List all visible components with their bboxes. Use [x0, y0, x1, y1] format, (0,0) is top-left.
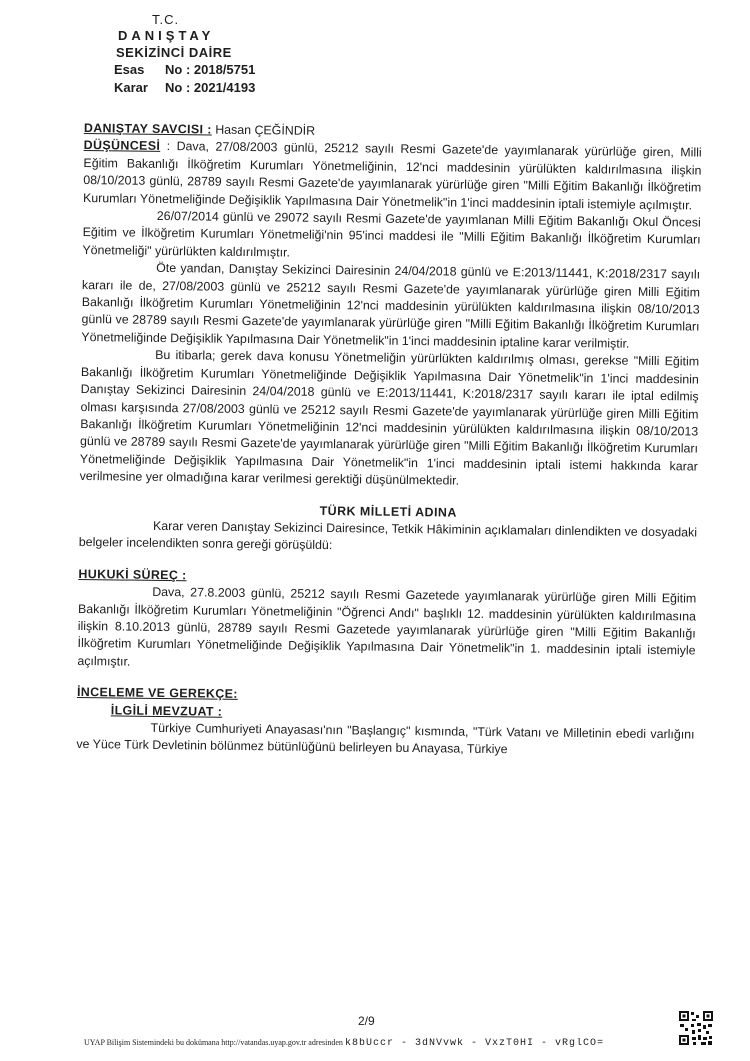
esas-label: Esas: [114, 62, 145, 77]
header-chamber: SEKİZİNCİ DAİRE: [116, 45, 232, 60]
ilgili-mevzuat-title: İLGİLİ MEVZUAT :: [110, 702, 223, 719]
hukuki-surec-text: Dava, 27.8.2003 günlü, 25212 sayılı Resmi Gazetede yayımlanarak yürürlüğe giren Milli Eğitim Bakanlığı İlköğretim Kurumları Yönetmeliğinin "Öğrenci Andı" başlıklı 12. maddesinin yürülükten kaldırılmasına ilişkin 8.10.2013 günlü, 28789 sayılı Resmi Gazetede yayımlanarak yürürlüğe giren "Milli Eğitim Bakanlığı İlköğretim Kurumları Yönetmeliğinde Değişiklik Yapılmasına Dair Yönetmelik"in 1. maddesinin iptali istemiyle açılmıştır.: [77, 585, 697, 669]
header-tc: T.C.: [152, 12, 180, 27]
inceleme-title: İNCELEME VE GEREKÇE:: [76, 685, 238, 702]
header-court: DANIŞTAY: [118, 28, 215, 43]
savci-label: DANIŞTAY SAVCISI :: [83, 120, 212, 137]
dusunce-text-1: : Dava, 27/08/2003 günlü, 25212 sayılı Resmi Gazete'de yayımlanarak yürürlüğe giren, Milli Eğitim Bakanlığı İlköğretim Kurumları Yönetmeliğinin, 12'nci maddesinin yürülükten kaldırılmasına ilişkin 08/10/2013 günlü, 28789 sayılı Resmi Gazete'de yayımlanarak yürürlüğe giren "Milli Eğitim Bakanlığı İlköğretim Kurumları Yönetmeliğinde Değişiklik Yapılmasına Dair Yönetmelik"in 1'inci maddesinin iptali istemiyle açılmıştır.: [82, 139, 702, 213]
dusunce-label: DÜŞÜNCESİ: [83, 138, 161, 154]
footer: [84, 1038, 684, 1049]
dusunce-paragraph-2: 26/07/2014 günlü ve 29072 sayılı Resmi Gazete'de yayımlanan Milli Eğitim Bakanlığı Okul Öncesi Eğitim ve İlköğretim Kurumları Yönetmeliği'nin 95'inci maddesi ile "Milli Eğitim Bakanlığı İlköğretim Kurumları Yönetmeliği" yürürlükten kaldırılmıştır.: [82, 208, 701, 260]
turk-milleti-title: TÜRK MİLLETİ ADINA: [319, 503, 457, 520]
header-karar: [114, 80, 255, 96]
page-number: 2/9: [358, 1014, 375, 1028]
inceleme-text: Türkiye Cumhuriyeti Anayasası'nın "Başlangıç" kısmında, "Türk Vatanı ve Milletinin ebedi varlığını ve Yüce Türk Devletinin bölünmez bütünlüğünü belirleyen bu Anayasa, Türkiye: [76, 720, 695, 757]
turk-milleti-text: Karar veren Danıştay Sekizinci Dairesince, Tetkik Hâkiminin açıklamaları dinlendikten ve dosyadaki belgeler incelendikten sonra gereği görüşüldü:: [78, 518, 698, 553]
hukuki-surec-title: HUKUKİ SÜREÇ :: [78, 566, 187, 583]
footer-text: UYAP Bilişim Sistemindeki bu dokümana http://vatandas.uyap.gov.tr adresinden: [84, 1038, 343, 1047]
dusunce-paragraph-4: Bu itibarla; gerek dava konusu Yönetmeliğin yürürlükten kaldırılmış olması, gerekse "Milli Eğitim Bakanlığı İlköğretim Kurumları Yönetmeliğinde Değişiklik Yapılmasına Dair Yönetmelik"in 1'inci maddesinin Danıştay Sekizinci Dairesinin 24/04/2018 günlü ve E:2013/11441, K:2018/2317 sayılı kararı ile iptal edilmiş olması karşısında 27/08/2003 günlü ve 25212 sayılı Resmi Gazete'de yayımlanarak yürürlüğe giren Milli Eğitim Bakanlığı İlköğretim Kurumları Yönetmeliğinin 12'nci maddesinin yürülükten kaldırılmasına ilişkin 08/10/2013 günlü ve 28789 sayılı Resmi Gazete'de yayımlanarak yürürlüğe giren "Milli Eğitim Bakanlığı İlköğretim Kurumları Yönetmeliğinde Değişiklik Yapılmasına Dair Yönetmelik"in 1'inci maddesinin iptali istemi hakkında karar verilmesine yer olmadığına karar verilmesi gerektiği düşünülmektedir.: [79, 348, 700, 488]
karar-label: Karar: [114, 80, 148, 95]
document-body: [76, 120, 702, 761]
qr-code-icon: [678, 1010, 714, 1046]
dusunce-paragraph-3: Öte yandan, Danıştay Sekizinci Dairesinin 24/04/2018 günlü ve E:2013/11441, K:2018/2317 sayılı kararı ile de, 27/08/2003 günlü ve 25212 sayılı Resmi Gazete'de yayımlanarak yürürlüğe giren Milli Eğitim Bakanlığı İlköğretim Kurumları Yönetmeliğinin 12'nci maddesinin yürülükten kaldırılmasına ilişkin 08/10/2013 günlü ve 28789 sayılı Resmi Gazete'de yayımlanarak yürürlüğe giren "Milli Eğitim Bakanlığı İlköğretim Kurumları Yönetmeliğinde Değişiklik Yapılmasına Dair Yönetmelik"in 1'inci maddesinin iptaline karar verilmiştir.: [81, 261, 701, 351]
karar-no: No : 2021/4193: [165, 80, 256, 95]
dusunce-paragraph-1: [83, 137, 702, 214]
footer-code: k8bUccr - 3dNVvwk - VxzT0HI - vRglCO=: [344, 1038, 604, 1049]
savci-name: Hasan ÇEĞİNDİR: [215, 122, 316, 138]
esas-no: No : 2018/5751: [165, 62, 256, 77]
header-esas: [114, 62, 255, 78]
